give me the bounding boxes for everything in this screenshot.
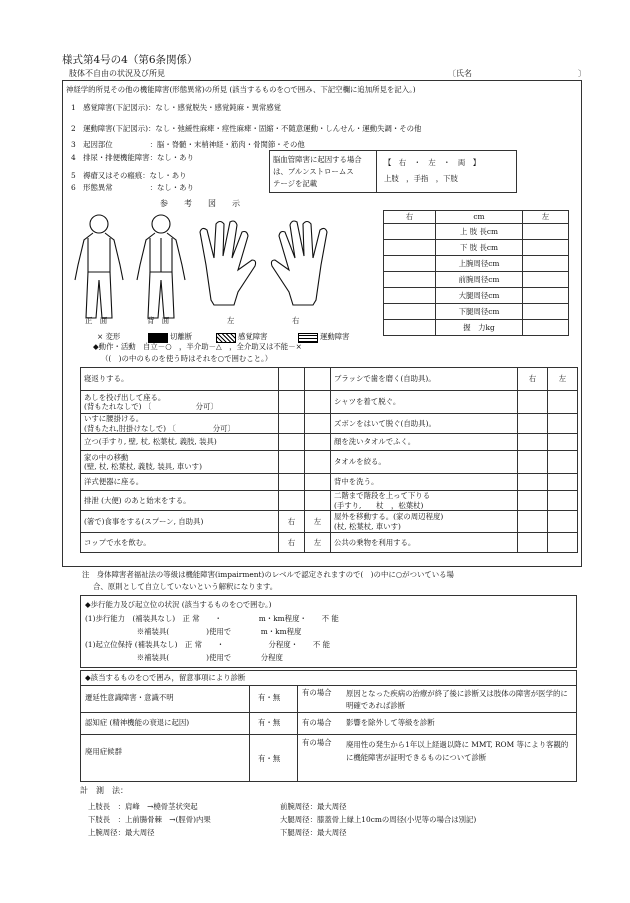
adl-mark-cell: 右 xyxy=(279,511,305,533)
adl-mark-cell xyxy=(548,451,578,474)
adl-row xyxy=(81,451,578,474)
adl-activity-left: (箸で)食事をする(スプーン, 自助具) xyxy=(81,511,279,533)
adl-activity-left: 家の中の移動 (壁, 杖, 松葉杖, 義肢, 装具, 車いす) xyxy=(81,451,279,474)
adl-mark-cell xyxy=(305,414,331,434)
diag-yes-no: 有・無 xyxy=(258,718,281,727)
adl-table xyxy=(80,367,578,553)
adl-mark-cell xyxy=(279,414,305,434)
body-figure-illustration xyxy=(66,210,336,325)
adl-row xyxy=(81,368,578,391)
back-body-figure xyxy=(137,215,185,318)
name-close: 〕 xyxy=(578,69,586,78)
adl-mark-cell xyxy=(279,491,305,511)
adl-activity-right: 屋外を移動する。(家の周辺程度) (杖, 松葉杖, 車いす) xyxy=(331,511,518,533)
legend-motor: 運動障害 xyxy=(320,332,350,341)
finding-deformity: 6 形態異常 ：なし・あり xyxy=(71,183,194,192)
adl-row xyxy=(81,511,578,533)
finding-motor: 2 運動障害(下記図示)：なし・弛緩性麻痺・痙性麻痺・固縮・不随意運動・しんせん・運動失調・その他 xyxy=(71,124,422,133)
walk-row: ※補装具( )使用で 分程度 xyxy=(85,653,283,662)
adl-activity-right: 公共の乗物を利用する。 xyxy=(331,533,518,553)
adl-mark-cell xyxy=(548,533,578,553)
adl-activity-right: シャツを着て脱ぐ。 xyxy=(331,391,518,414)
adl-mark-cell: 左 xyxy=(548,368,578,391)
finding-excretion: 4 排尿・排便機能障害：なし・あり xyxy=(71,153,194,162)
figure-label-back: 背 面 xyxy=(147,316,170,325)
adl-mark-cell xyxy=(279,391,305,414)
diag-yes-no: 有・無 xyxy=(258,693,281,702)
adl-activity-right: 二階まで階段を上って下りる (手すり, 杖 ，松葉杖) xyxy=(331,491,518,511)
adl-row xyxy=(81,434,578,451)
adl-mark-cell: 右 xyxy=(279,533,305,553)
walk-row: ※補装具( )使用で m・km程度 xyxy=(85,627,302,636)
diag-name: 認知症 (精神機能の衰退に起因) xyxy=(85,718,190,727)
figure-label-left: 左 xyxy=(227,316,235,325)
diag-yes-no: 有・無 xyxy=(258,754,281,763)
adl-mark-cell xyxy=(548,414,578,434)
diag-text: 影響を除外して等級を診断 xyxy=(346,718,435,727)
adl-row xyxy=(81,474,578,491)
adl-activity-left: あしを投げ出して座る。 (背もたれなしで) 〔 分可〕 xyxy=(81,391,279,414)
adl-mark-cell xyxy=(548,474,578,491)
adl-activity-left: 立つ(手すり, 壁, 杖, 松葉杖, 義肢, 装具) xyxy=(81,434,279,451)
findings-title: 神経学的所見その他の機能障害(形態異常)の所見 (該当するものを○で囲み、下記空欄に追加所見を記入。) xyxy=(66,85,416,94)
adl-activity-left: コップで水を飲む。 xyxy=(81,533,279,553)
figure-label-front: 正 面 xyxy=(85,316,108,325)
measure-row: 下腿周径cm xyxy=(436,304,523,320)
diag-name: 廃用症候群 xyxy=(85,747,122,756)
finding-sensory: 1 感覚障害(下記図示)：なし・感覚脱失・感覚鈍麻・異常感覚 xyxy=(71,103,282,112)
adl-mark-cell xyxy=(548,491,578,511)
adl-mark-cell: 左 xyxy=(305,533,331,553)
legend-amputation: 切離断 xyxy=(170,332,193,341)
method-right: 下腿周径：最大周径 xyxy=(280,828,347,837)
adl-mark-cell xyxy=(518,474,548,491)
finding-bedsore: 5 褥瘡又はその瘢痕：なし・あり xyxy=(71,171,187,180)
note-line-2: 合、原則として自立していないという解釈になります。 xyxy=(93,582,278,591)
adl-mark-cell xyxy=(518,451,548,474)
brunnstrom-values: 上肢 ，手指 ，下肢 xyxy=(384,174,458,183)
adl-mark-cell xyxy=(518,511,548,533)
adl-mark-cell xyxy=(518,434,548,451)
measure-row: 大腿周径cm xyxy=(436,288,523,304)
walk-title: ◆歩行能力及び起立位の状況 (該当するものを○で囲む。) xyxy=(85,600,272,609)
form-number: 様式第4号の4（第6条関係） xyxy=(62,54,198,66)
adl-mark-cell xyxy=(548,434,578,451)
diag-text: 原因となった疾病の治療が終了後に診断又は肢体の障害が医学的に明確であれば診断 xyxy=(346,689,568,710)
adl-activity-left: いすに腰掛ける。 (背もたれ,肘掛けなしで) 〔 分可〕 xyxy=(81,414,279,434)
adl-mark-cell xyxy=(518,391,548,414)
adl-mark-cell xyxy=(305,368,331,391)
adl-mark-cell xyxy=(305,391,331,414)
diag-cond: 有の場合 xyxy=(302,718,332,727)
adl-note-scale: ◆動作・活動 自立－○ ，半介助－△ ，全介助又は不能－× xyxy=(93,342,302,351)
measure-row: 下 肢 長cm xyxy=(436,240,523,256)
legend-deformity: × 変形 xyxy=(97,332,121,341)
adl-mark-cell xyxy=(305,451,331,474)
adl-mark-cell xyxy=(279,474,305,491)
adl-row xyxy=(81,533,578,553)
legend-sensory: 感覚障害 xyxy=(238,332,268,341)
measure-row: 上腕周径cm xyxy=(436,256,523,272)
adl-activity-left: 洋式便器に座る。 xyxy=(81,474,279,491)
method-right: 大腿周径：膝蓋骨上縁上10cmの周径(小児等の場合は別記) xyxy=(280,815,477,824)
diag-cond: 有の場合 xyxy=(302,688,332,697)
figure-title: 参 考 図 示 xyxy=(160,199,240,208)
adl-activity-right: タオルを絞る。 xyxy=(331,451,518,474)
form-subtitle: 肢体不自由の状況及び所見 xyxy=(69,69,165,78)
note-line-1: 注 身体障害者福祉法の等級は機能障害(impairment)のレベルで認定されますので( )の中に○がついている場 xyxy=(82,570,454,579)
measurement-table: 右 cm 左 上 肢 長cm 下 肢 長cm 上腕周径cm 前腕周径cm 大腿周径cm 下腿周径cm 握 力kg xyxy=(383,210,569,336)
method-right: 前腕周径：最大周径 xyxy=(280,802,347,811)
brunnstrom-side: 【 右 ・ 左 ・ 両 】 xyxy=(384,158,481,167)
method-left: 下肢長 ：上前腸骨棘 →(脛骨)内果 xyxy=(88,815,211,824)
adl-mark-cell: 右 xyxy=(518,368,548,391)
adl-activity-left: 寝返りする。 xyxy=(81,368,279,391)
adl-row xyxy=(81,391,578,414)
name-label: 〔氏名 xyxy=(448,69,472,78)
adl-mark-cell xyxy=(518,414,548,434)
brunnstrom-label: 脳血管障害に起因する場合 は、ブルンストロームス テージを記載 xyxy=(273,155,362,188)
left-hand-figure xyxy=(200,221,256,305)
adl-mark-cell xyxy=(548,391,578,414)
adl-mark-cell xyxy=(279,451,305,474)
adl-mark-cell xyxy=(279,434,305,451)
adl-mark-cell xyxy=(518,491,548,511)
measure-row: 上 肢 長cm xyxy=(436,224,523,240)
diagnosis-title: ◆該当するものを○で囲み，留意事項により診断 xyxy=(85,673,246,682)
adl-row xyxy=(81,491,578,511)
adl-activity-right: 顔を洗いタオルでふく。 xyxy=(331,434,518,451)
diag-text: 廃用性の発生から1年以上経過以降に MMT, ROM 等により客観的に機能障害が証明できるものについて診断 xyxy=(346,740,569,762)
adl-activity-left: 排泄 (大便) のあと始末をする。 xyxy=(81,491,279,511)
adl-activity-right: ズボンをはいて脱ぐ(自助具)。 xyxy=(331,414,518,434)
adl-mark-cell xyxy=(279,368,305,391)
diag-name: 遷延性意識障害・意識不明 xyxy=(85,693,174,702)
measure-row: 前腕周径cm xyxy=(436,272,523,288)
method-left: 上腕周径：最大周径 xyxy=(88,828,155,837)
adl-mark-cell xyxy=(305,491,331,511)
measure-row: 握 力kg xyxy=(436,320,523,336)
figure-label-right: 右 xyxy=(292,316,300,325)
adl-note-paren: （( )の中のものを使う時はそれを○で囲むこと。） xyxy=(101,354,273,363)
adl-activity-right: 背中を洗う。 xyxy=(331,474,518,491)
method-title: 計 測 法： xyxy=(80,786,128,795)
method-left: 上肢長 ：肩峰 →橈骨茎状突起 xyxy=(88,802,198,811)
adl-activity-right: ブラッシで歯を磨く(自助具)。 xyxy=(331,368,518,391)
walk-row: (1)起立位保持 (補装具なし) 正 常 ・ 分程度・ 不 能 xyxy=(85,640,331,649)
diag-cond: 有の場合 xyxy=(302,738,332,747)
adl-mark-cell xyxy=(548,511,578,533)
adl-row xyxy=(81,414,578,434)
front-body-figure xyxy=(75,215,123,318)
adl-mark-cell: 左 xyxy=(305,511,331,533)
adl-mark-cell xyxy=(518,533,548,553)
adl-mark-cell xyxy=(305,434,331,451)
right-hand-figure xyxy=(271,221,327,305)
walk-row: (1)歩行能力 (補装具なし) 正 常 ・ m・km程度・ 不 能 xyxy=(85,614,339,623)
adl-mark-cell xyxy=(305,474,331,491)
finding-origin: 3 起因部位 ：脳・脊髄・末梢神経・筋肉・骨関節・その他 xyxy=(71,140,305,149)
